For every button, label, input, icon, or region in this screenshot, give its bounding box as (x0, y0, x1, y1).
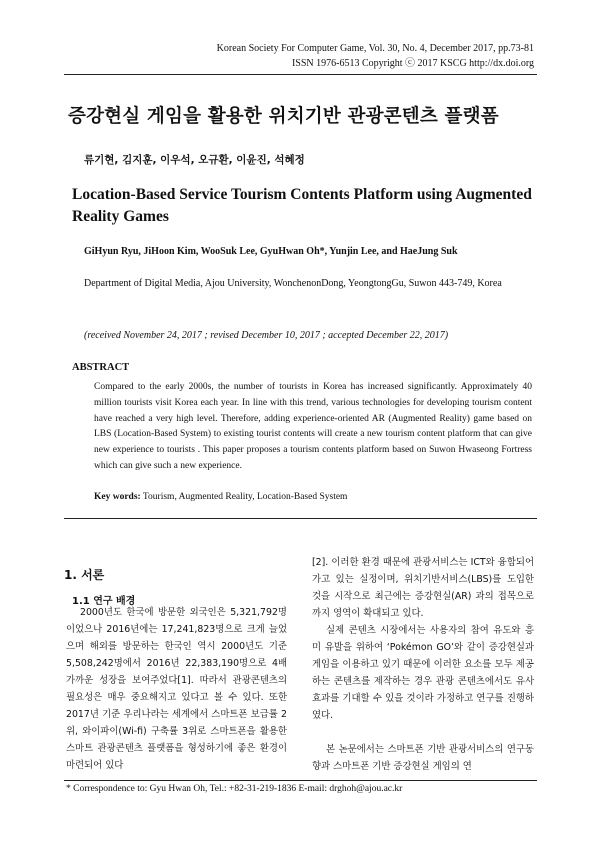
abstract-rule (64, 518, 537, 519)
affiliation: Department of Digital Media, Ajou University, WonchenonDong, YeongtongGu, Suwon 443-749, Korea (84, 278, 502, 289)
footnote-rule (64, 780, 537, 781)
header-rule (64, 74, 537, 75)
left-column (66, 604, 287, 774)
keywords (94, 492, 347, 502)
footnote: * Correspondence to: Gyu Hwan Oh, Tel.: +82-31-219-1836 E-mail: drghoh@ajou.ac.kr (66, 784, 403, 794)
subsection-title: 1.1 연구 배경 (72, 596, 136, 607)
english-authors: GiHyun Ryu, JiHoon Kim, WooSuk Lee, GyuHwan Oh*, Yunjin Lee, and HaeJung Suk (84, 246, 458, 257)
right-column (312, 554, 534, 775)
english-title: Location-Based Service Tourism Contents Platform using Augmented Reality Games (72, 186, 532, 225)
journal-line: Korean Society For Computer Game, Vol. 30, No. 4, December 2017, pp.73-81 (216, 43, 534, 54)
received-dates: (received November 24, 2017 ; revised December 10, 2017 ; accepted December 22, 2017) (84, 330, 449, 341)
keywords-list: Tourism, Augmented Reality, Location-Based System (142, 492, 348, 502)
abstract-text: Compared to the early 2000s, the number of tourists in Korea has increased significantly. Approximately 40 million tourists visit Korea each year. In line with this trend, various technologies for developing tourism content have reached a very high level. Therefore, adding experience-oriented AR (Augmented Reality) game based on LBS (Location-Based System) to existing tourist contents will create a new tourism content platform that can give new experience to tourists . This paper proposes a tourism contents platform based on Suwon Hwaseong Fortress which can give such a new experience. (94, 382, 532, 471)
section-title: 1. 서론 (64, 568, 105, 582)
right-paragraph-1: [2]. 이러한 환경 때문에 관광서비스는 ICT와 융합되어가고 있는 실정이며, 위치기반서비스(LBS)를 도입한 것을 시작으로 최근에는 증강현실(AR) 과의 접목으로까지 영역이 확대되고 있다. (312, 557, 534, 619)
korean-title: 증강현실 게임을 활용한 위치기반 관광콘텐츠 플랫폼 (68, 106, 499, 127)
abstract-heading: ABSTRACT (72, 362, 130, 373)
keywords-label: Key words: (94, 492, 141, 502)
korean-authors: 류기현, 김지훈, 이우석, 오규환, 이윤진, 석혜정 (84, 154, 305, 166)
right-paragraph-3: 본 논문에서는 스마트폰 기반 관광서비스의 연구동향과 스마트폰 기반 증강현실 게임의 연 (312, 744, 534, 772)
left-paragraph: 2000년도 한국에 방문한 외국인은 5,321,792명이었으나 2016년에는 17,241,823명으로 크게 늘었으며 해외를 방문하는 한국인 역시 2000년도 기준 5,508,242명에서 2016년 22,383,190명으로 4배 가까운 성장을 보여주었다[1]. 따라서 관광콘텐츠의 필요성은 매우 중요해지고 있다고 볼 수 있다. 또한 2017년 기준 우리나라는 세계에서 스마트폰 보급률 2위, 와이파이(Wi-fi) 구축률 3위로 스마트폰을 활용한 스마트 관광콘텐츠 플랫폼을 형성하기에 좋은 환경이 마련되어 있다 (66, 607, 287, 771)
right-paragraph-2: 실제 콘텐츠 시장에서는 사용자의 참여 유도와 흥미 유발을 위하여 ‘Pokémon GO’와 같이 증강현실과 게임을 이용하고 있기 때문에 이러한 요소를 모두 제공하는 콘텐츠를 제작하는 경우 관광 콘텐츠에서도 유사 효과를 기대할 수 있을 것이라 가정하고 연구를 진행하였다. (312, 625, 534, 721)
issn-line: ISSN 1976-6513 Copyright ⓒ 2017 KSCG http://dx.doi.org (291, 58, 534, 69)
